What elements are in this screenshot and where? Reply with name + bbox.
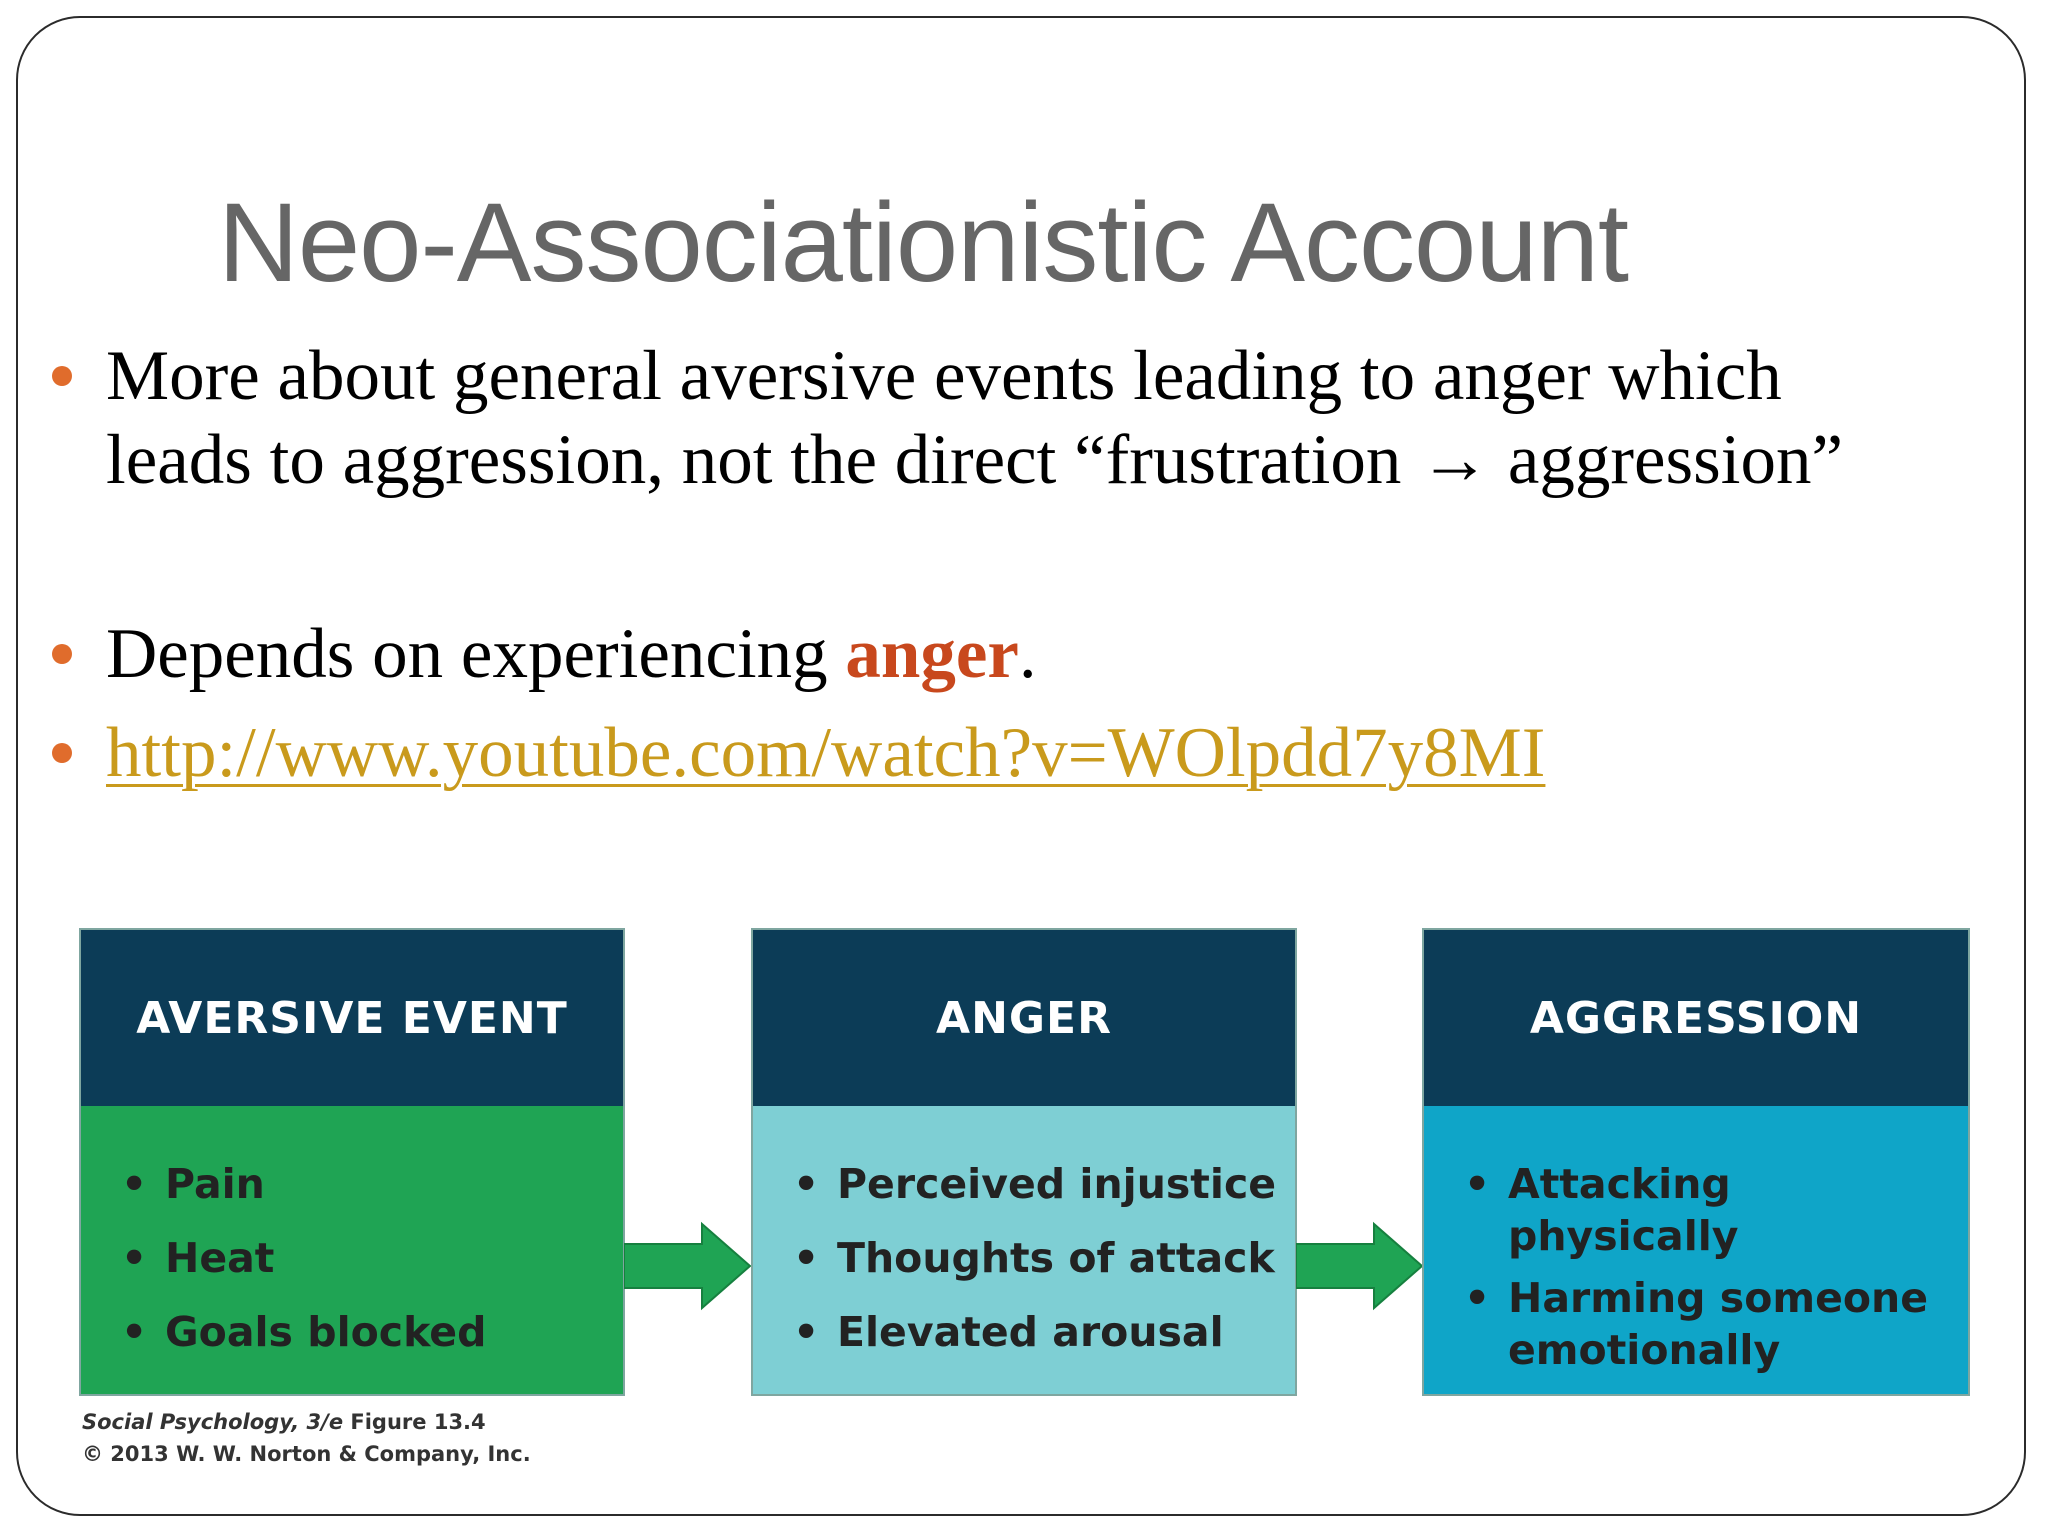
anger-body bbox=[753, 1106, 1295, 1394]
list-item: • Goals blocked bbox=[121, 1308, 487, 1356]
bullet-1-line-2: leads to aggression, not the direct “frustration → aggression” bbox=[106, 421, 1844, 499]
bullet-item-3 bbox=[52, 711, 1545, 795]
aversive-event-box bbox=[79, 928, 625, 1396]
list-item: • Elevated arousal bbox=[793, 1308, 1224, 1356]
list-item: • Harming someone emotionally bbox=[1464, 1274, 1929, 1374]
list-item: • Perceived injustice bbox=[793, 1160, 1277, 1208]
aversive-event-header: AVERSIVE EVENT bbox=[81, 930, 623, 1106]
anger-header: ANGER bbox=[753, 930, 1295, 1106]
bullet-2-suffix: . bbox=[1018, 615, 1037, 693]
slide-title: Neo-Associationistic Account bbox=[218, 180, 1629, 305]
aggression-box bbox=[1422, 928, 1970, 1396]
bullet-item-1 bbox=[52, 334, 1843, 502]
bullet-dot-icon bbox=[52, 743, 72, 763]
list-item: • Pain bbox=[121, 1160, 265, 1208]
figure-caption bbox=[82, 1406, 531, 1470]
caption-figure: Figure 13.4 bbox=[350, 1410, 486, 1434]
aggression-header: AGGRESSION bbox=[1424, 930, 1968, 1106]
caption-source: Social Psychology, 3/e bbox=[82, 1410, 344, 1434]
bullet-text-1 bbox=[106, 334, 1843, 502]
bullet-text-2 bbox=[106, 612, 1037, 696]
anger-highlight: anger bbox=[845, 615, 1019, 693]
caption-copyright: © 2013 W. W. Norton & Company, Inc. bbox=[82, 1442, 531, 1466]
list-item: • Heat bbox=[121, 1234, 275, 1282]
youtube-link[interactable]: http://www.youtube.com/watch?v=WOlpdd7y8MI bbox=[106, 714, 1546, 792]
arrow-right-icon bbox=[624, 1220, 754, 1312]
aggression-body bbox=[1424, 1106, 1968, 1394]
list-item: • Thoughts of attack bbox=[793, 1234, 1275, 1282]
bullet-dot-icon bbox=[52, 366, 72, 386]
aversive-event-body bbox=[81, 1106, 623, 1394]
bullet-dot-icon bbox=[52, 644, 72, 664]
anger-box bbox=[751, 928, 1297, 1396]
list-item: • Attacking physically bbox=[1464, 1160, 1739, 1260]
arrow-right-icon bbox=[1296, 1220, 1426, 1312]
bullet-1-line-1: More about general aversive events leading to anger which bbox=[106, 337, 1782, 415]
bullet-item-2 bbox=[52, 612, 1037, 696]
bullet-2-prefix: Depends on experiencing bbox=[106, 615, 846, 693]
